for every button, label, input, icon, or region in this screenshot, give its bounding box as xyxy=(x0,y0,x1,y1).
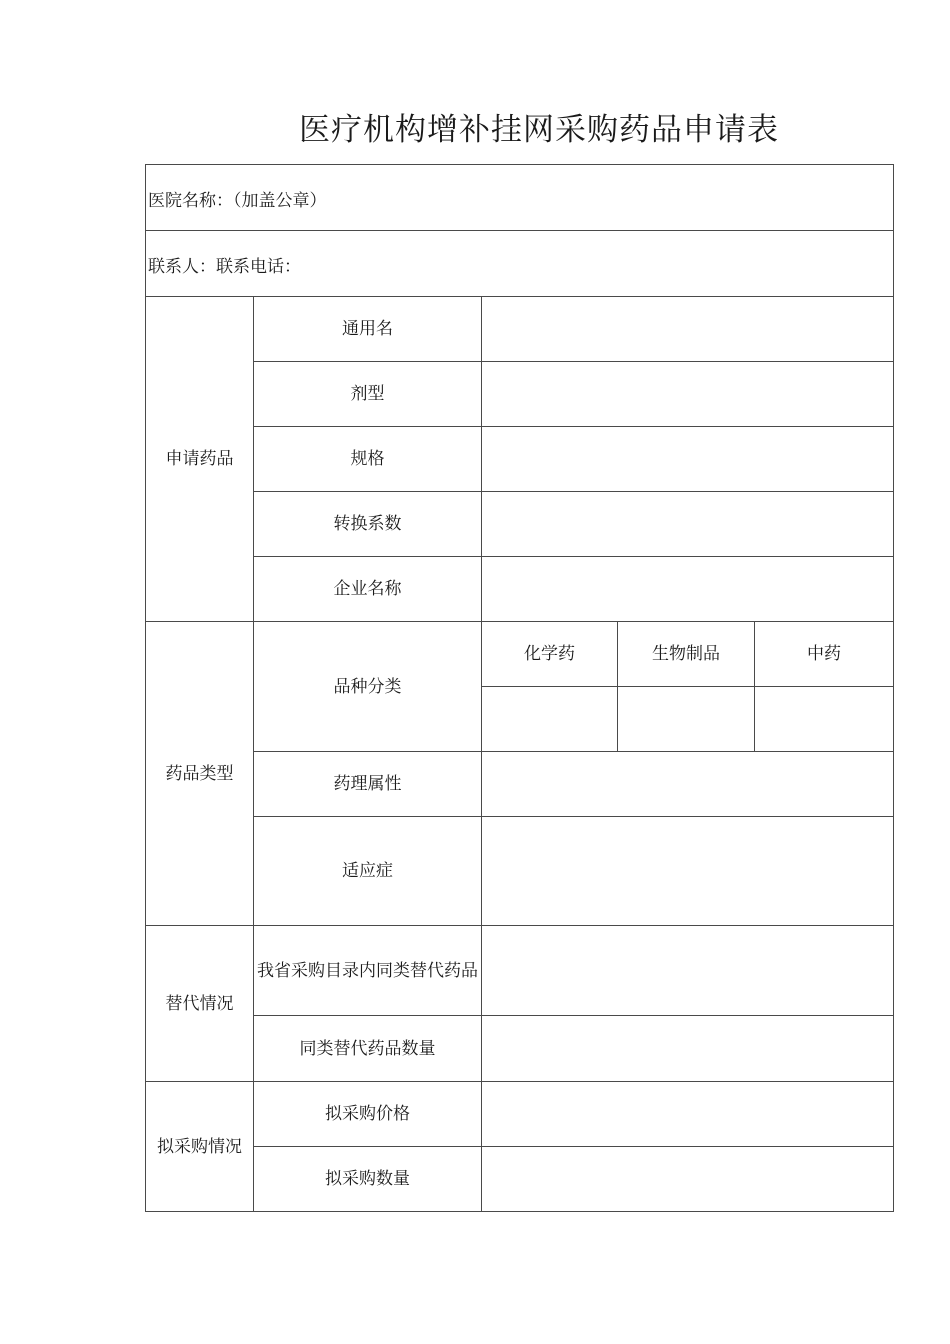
company-name-label: 企业名称 xyxy=(254,557,482,622)
conversion-factor-label: 转换系数 xyxy=(254,492,482,557)
chemical-drug-input[interactable] xyxy=(482,687,618,752)
biological-product-header: 生物制品 xyxy=(618,622,755,687)
tcm-header: 中药 xyxy=(755,622,894,687)
specification-input[interactable] xyxy=(482,427,894,492)
hospital-name-field[interactable] xyxy=(146,165,894,231)
substitute-count-input[interactable] xyxy=(482,1016,894,1082)
contact-field[interactable] xyxy=(146,231,894,297)
biological-product-input[interactable] xyxy=(618,687,755,752)
pharmacological-property-label: 药理属性 xyxy=(254,752,482,817)
planned-quantity-label: 拟采购数量 xyxy=(254,1147,482,1212)
dosage-form-label: 剂型 xyxy=(254,362,482,427)
conversion-factor-input[interactable] xyxy=(482,492,894,557)
contact-label: 联系人：联系电话： xyxy=(148,256,301,277)
hospital-name-label: 医院名称：（加盖公章） xyxy=(148,190,327,211)
indication-input[interactable] xyxy=(482,817,894,926)
indication-label: 适应症 xyxy=(254,817,482,926)
planned-purchase-section-label: 拟采购情况 xyxy=(146,1082,254,1212)
planned-price-label: 拟采购价格 xyxy=(254,1082,482,1147)
planned-quantity-input[interactable] xyxy=(482,1147,894,1212)
pharmacological-property-input[interactable] xyxy=(482,752,894,817)
company-name-input[interactable] xyxy=(482,557,894,622)
substitute-count-label: 同类替代药品数量 xyxy=(254,1016,482,1082)
tcm-input[interactable] xyxy=(755,687,894,752)
variety-classification-label: 品种分类 xyxy=(254,622,482,752)
dosage-form-input[interactable] xyxy=(482,362,894,427)
specification-label: 规格 xyxy=(254,427,482,492)
application-form-table xyxy=(145,164,894,1212)
substitution-section-label: 替代情况 xyxy=(146,926,254,1082)
generic-name-label: 通用名 xyxy=(254,297,482,362)
generic-name-input[interactable] xyxy=(482,297,894,362)
planned-price-input[interactable] xyxy=(482,1082,894,1147)
form-title: 医疗机构增补挂网采购药品申请表 xyxy=(299,112,779,148)
applied-drug-section-label: 申请药品 xyxy=(146,297,254,622)
substitute-drugs-input[interactable] xyxy=(482,926,894,1016)
substitute-drugs-label: 我省采购目录内同类替代药品 xyxy=(254,926,482,1016)
chemical-drug-header: 化学药 xyxy=(482,622,618,687)
drug-type-section-label: 药品类型 xyxy=(146,622,254,926)
